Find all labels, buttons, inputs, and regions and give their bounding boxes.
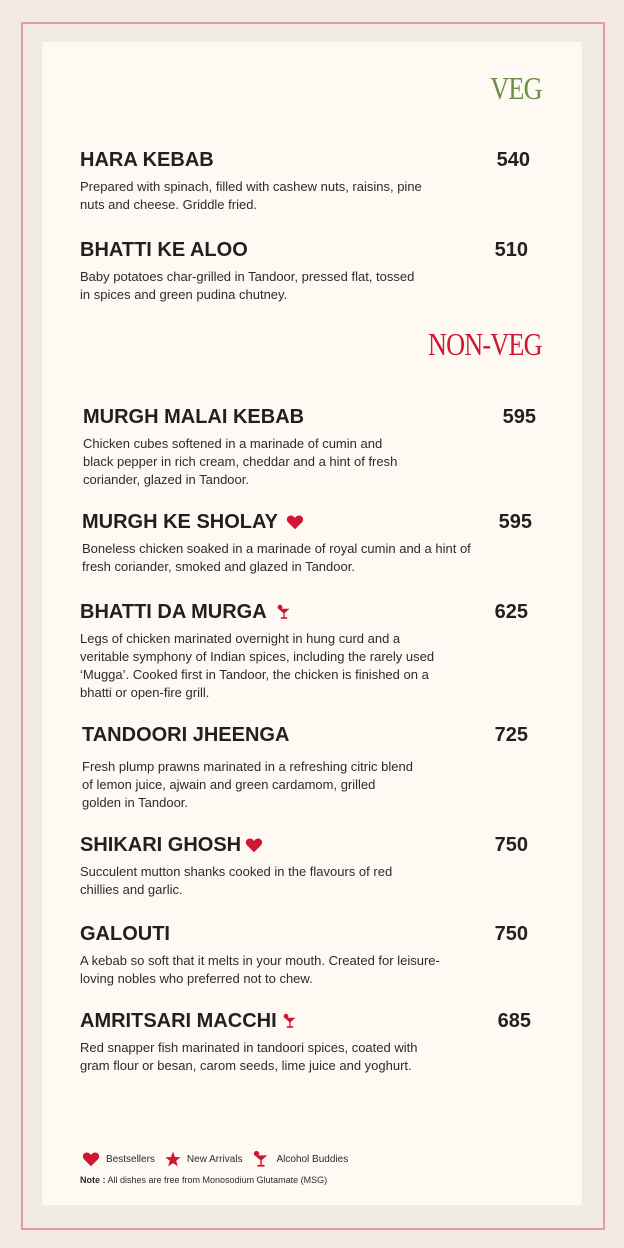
menu-item [82,722,532,812]
item-name: MURGH MALAI KEBAB [83,405,305,428]
item-description: Fresh plump prawns marinated in a refreshing citric blend of lemon juice, ajwain and green cardamom, grilled golden in Tandoor. [82,759,413,810]
item-name: TANDOORI JHEENGA [82,723,290,746]
star-icon [165,1151,181,1167]
heart-icon [82,1151,100,1167]
menu-item [83,404,536,489]
section-title-veg: VEG [490,70,542,106]
item-name: MURGH KE SHOLAY [82,510,278,533]
menu-item [80,1008,530,1075]
cocktail-icon [281,1012,299,1030]
menu-item [80,237,530,304]
section-title-nonveg: NON-VEG [428,326,542,362]
legend-item-bestsellers [82,1151,155,1167]
item-description: Chicken cubes softened in a marinade of cumin and black pepper in rich cream, cheddar and a hint of fresh coriander, glazed in Tandoor. [83,436,398,487]
legend-label: New Arrivals [186,1153,243,1165]
legend-label: Bestsellers [106,1153,155,1165]
item-price: 725 [494,724,528,746]
item-name: HARA KEBAB [80,148,214,171]
item-price: 510 [494,239,528,261]
note-label: Note : [80,1175,106,1185]
msg-note [80,1175,327,1185]
cocktail-icon [275,603,293,621]
item-name: AMRITSARI MACCHI [80,1009,277,1032]
item-description: A kebab so soft that it melts in your mouth. Created for leisure-loving nobles who preferred not to chew. [80,953,440,986]
menu-item [80,832,530,899]
heart-icon [245,836,263,854]
item-description: Red snapper fish marinated in tandoori spices, coated with gram flour or besan, carom seeds, lime juice and yoghurt. [80,1040,418,1073]
item-description: Boneless chicken soaked in a marinade of royal cumin and a hint of fresh coriander, smoked and glazed in Tandoor. [82,541,471,574]
item-price: 540 [496,149,530,171]
menu-item [82,509,532,576]
cocktail-icon [252,1150,270,1168]
menu-card [42,42,582,1205]
item-description: Legs of chicken marinated overnight in hung curd and a veritable symphony of Indian spices, including the rarely used ‘Mugga’. Cooked first in Tandoor, the chicken is finished on a bhatti or open-fire grill. [80,631,435,700]
legend-item-alcohol-buddies [252,1150,348,1168]
item-price: 625 [494,601,528,623]
item-name: SHIKARI GHOSH [80,833,242,856]
item-description: Baby potatoes char-grilled in Tandoor, pressed flat, tossed in spices and green pudina chutney. [80,269,415,302]
legend [82,1150,358,1168]
item-price: 595 [502,406,536,428]
item-description: Succulent mutton shanks cooked in the flavours of red chillies and garlic. [80,864,393,897]
legend-label: Alcohol Buddies [276,1153,349,1165]
item-price: 750 [494,834,528,856]
note-text: All dishes are free from Monosodium Glutamate (MSG) [105,1175,328,1185]
item-name: BHATTI KE ALOO [80,238,248,261]
item-name: GALOUTI [80,922,170,945]
menu-item [80,147,530,214]
menu-item [80,921,530,988]
item-name: BHATTI DA MURGA [80,600,267,623]
menu-item [80,599,530,702]
item-description: Prepared with spinach, filled with cashew nuts, raisins, pine nuts and cheese. Griddle fried. [80,179,422,212]
heart-icon [286,513,304,531]
legend-item-new-arrivals [165,1151,243,1167]
item-price: 685 [497,1010,531,1032]
item-price: 595 [498,511,532,533]
item-price: 750 [494,923,528,945]
